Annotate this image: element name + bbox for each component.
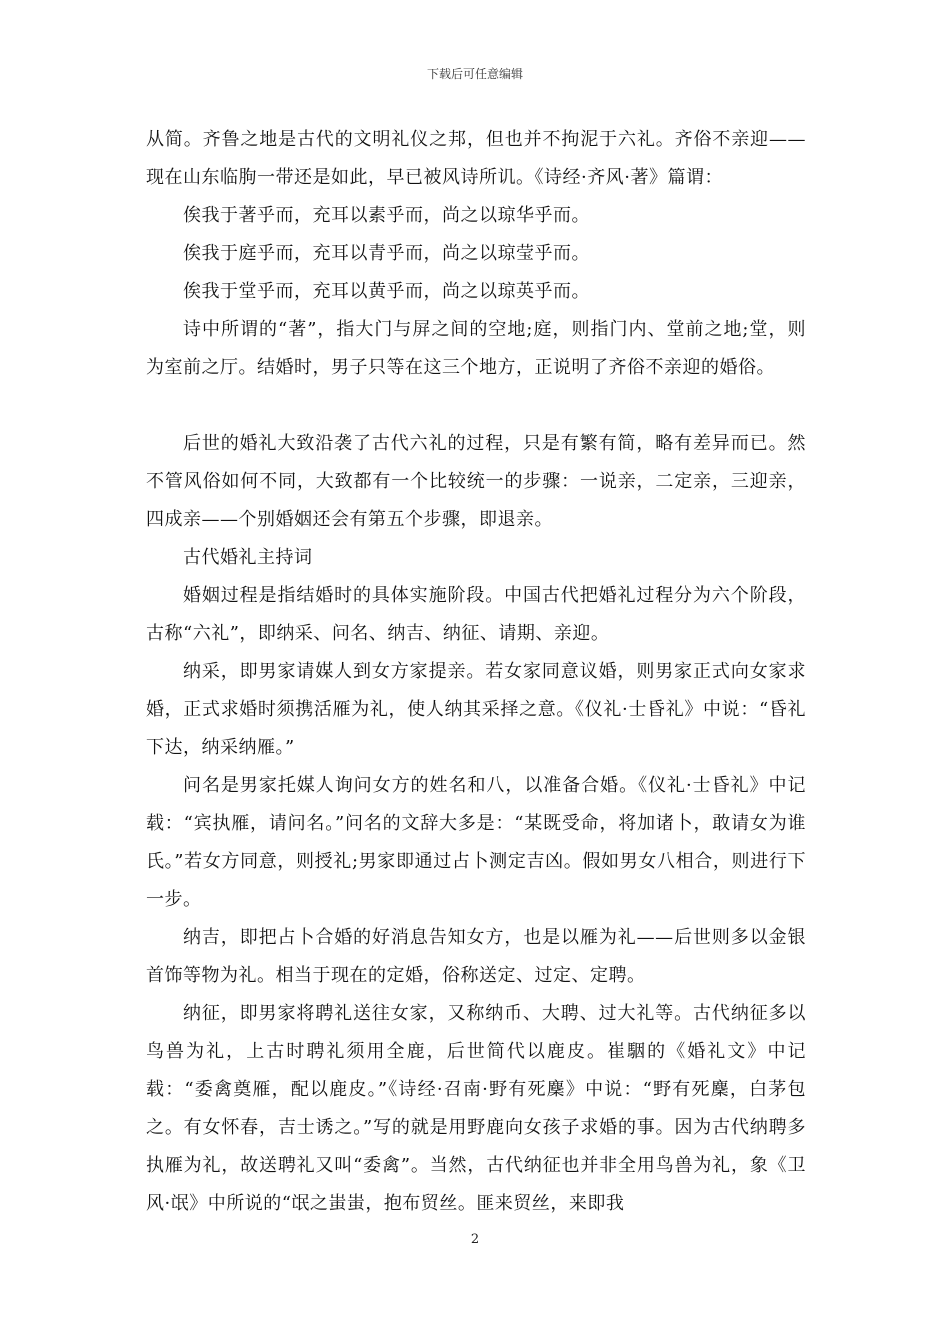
section-title: 古代婚礼主持词 <box>183 547 313 568</box>
poem-line-1: 俟我于著乎而，充耳以素乎而，尚之以琼华乎而。 <box>183 205 590 226</box>
paragraph-wenming: 问名是男家托媒人询问女方的姓名和八，以准备合婚。《仪礼·士昏礼》中记载：“宾执雁，请问名。”问名的文辞大多是：“某既受命，将加诸卜，敢请女为谁氏。”若女方同意，则授礼;男家即通过占卜测定吉凶。假如男女八相合，则进行下一步。 <box>146 775 806 910</box>
page-number: 2 <box>470 1232 480 1247</box>
blank-line <box>146 387 806 425</box>
paragraph-nazheng: 纳征，即男家将聘礼送往女家，又称纳币、大聘、过大礼等。古代纳征多以鸟兽为礼，上古时聘礼须用全鹿，后世简代以鹿皮。崔駰的《婚礼文》中记载：“委禽奠雁，配以鹿皮。”《诗经·召南·野有死麇》中说：“野有死麇，白茅包之。有女怀春，吉士诱之。”写的就是用野鹿向女孩子求婚的事。因为古代纳聘多执雁为礼，故送聘礼又叫“委禽”。当然，古代纳征也并非全用鸟兽为礼，象《卫风·氓》中所说的“氓之蚩蚩，抱布贸丝。匪来贸丝，来即我 <box>146 1003 806 1214</box>
paragraph-continuation: 从简。齐鲁之地是古代的文明礼仪之邦，但也并不拘泥于六礼。齐俗不亲迎——现在山东临朐一带还是如此，早已被风诗所讥。《诗经·齐风·著》篇谓： <box>146 129 806 188</box>
poem-line-2: 俟我于庭乎而，充耳以青乎而，尚之以琼莹乎而。 <box>183 243 590 264</box>
paragraph-nacai: 纳采，即男家请媒人到女方家提亲。若女家同意议婚，则男家正式向女家求婚，正式求婚时须携活雁为礼，使人纳其采择之意。《仪礼·士昏礼》中说：“昏礼下达，纳采纳雁。” <box>146 661 806 758</box>
document-body <box>146 121 806 1223</box>
poem-line-3: 俟我于堂乎而，充耳以黄乎而，尚之以琼英乎而。 <box>183 281 590 302</box>
page-header: 下载后可任意编辑 <box>426 67 523 81</box>
paragraph-poem-explanation: 诗中所谓的“著”，指大门与屏之间的空地;庭，则指门内、堂前之地;堂，则为室前之厅。结婚时，男子只等在这三个地方，正说明了齐俗不亲迎的婚俗。 <box>146 319 806 378</box>
paragraph-six-rites: 婚姻过程是指结婚时的具体实施阶段。中国古代把婚礼过程分为六个阶段，古称“六礼”，即纳采、问名、纳吉、纳征、请期、亲迎。 <box>146 585 806 644</box>
paragraph-naji: 纳吉，即把占卜合婚的好消息告知女方，也是以雁为礼——后世则多以金银首饰等物为礼。相当于现在的定婚，俗称送定、过定、定聘。 <box>146 927 806 986</box>
paragraph-later-customs: 后世的婚礼大致沿袭了古代六礼的过程，只是有繁有简，略有差异而已。然不管风俗如何不同，大致都有一个比较统一的步骤：一说亲，二定亲，三迎亲，四成亲——个别婚姻还会有第五个步骤，即退亲。 <box>146 433 806 530</box>
